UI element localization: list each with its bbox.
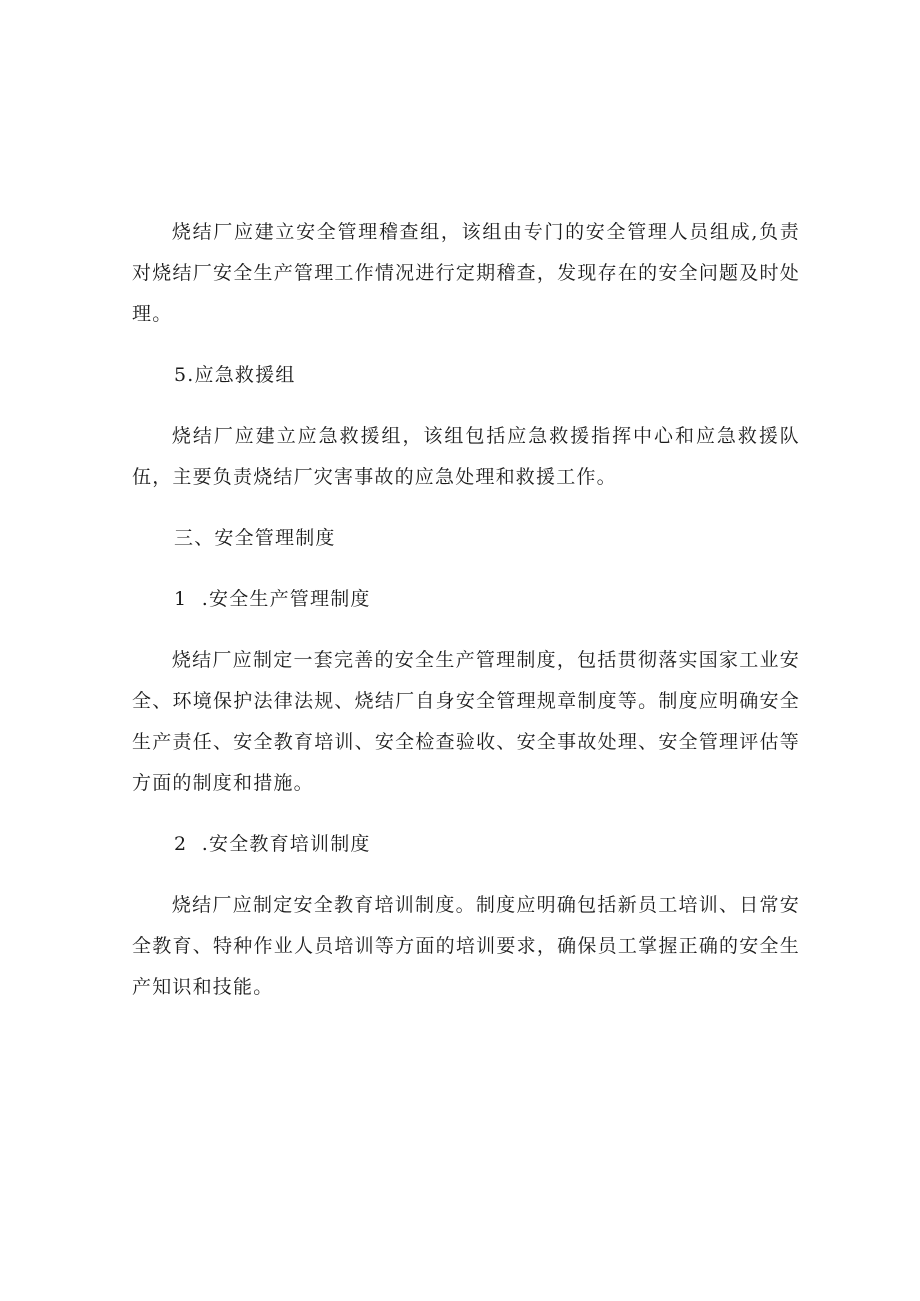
- heading-safety-training-rules: 2 .安全教育培训制度: [174, 833, 371, 855]
- paragraph-inspection-group: 烧结厂应建立安全管理稽查组，该组由专门的安全管理人员组成,负责对烧结厂安全生产管理工作情况进行定期稽查，发现存在的安全问题及时处理。: [132, 221, 800, 325]
- paragraph-emergency-rescue: 烧结厂应建立应急救援组，该组包括应急救援指挥中心和应急救援队伍，主要负责烧结厂灾害事故的应急处理和救援工作。: [132, 425, 800, 488]
- heading-production-safety-rules: 1 .安全生产管理制度: [174, 588, 371, 610]
- paragraph-safety-training-rules: 烧结厂应制定安全教育培训制度。制度应明确包括新员工培训、日常安全教育、特种作业人员培训等方面的培训要求，确保员工掌握正确的安全生产知识和技能。: [132, 894, 800, 998]
- paragraph-production-safety-rules: 烧结厂应制定一套完善的安全生产管理制度，包括贯彻落实国家工业安全、环境保护法律法规、烧结厂自身安全管理规章制度等。制度应明确安全生产责任、安全教育培训、安全检查验收、安全事故处理、安全管理评估等方面的制度和措施。: [132, 649, 800, 794]
- heading-safety-management-system: 三、安全管理制度: [174, 527, 336, 549]
- heading-emergency-rescue-group: 5.应急救援组: [174, 364, 296, 386]
- document-body: [132, 212, 800, 1008]
